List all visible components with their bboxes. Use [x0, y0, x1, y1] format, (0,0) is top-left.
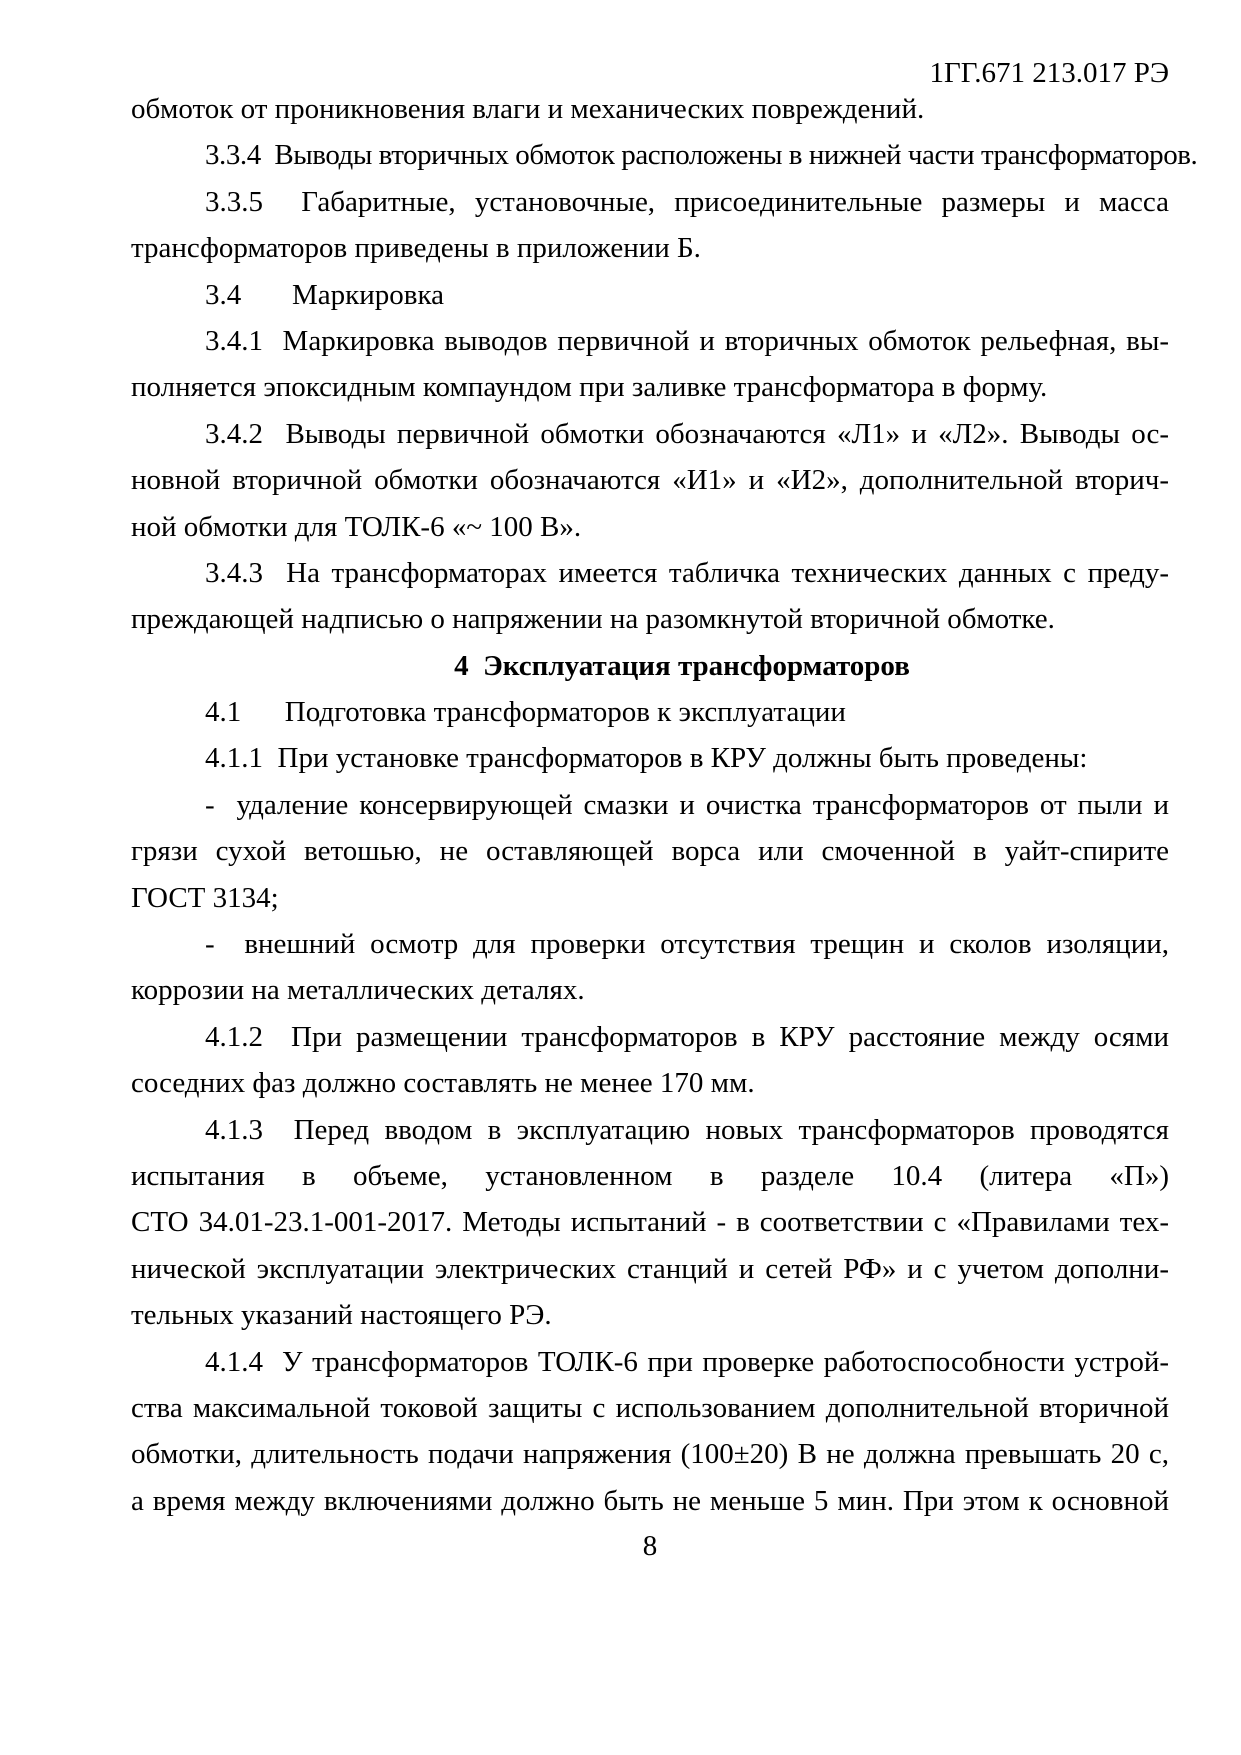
text-line: испытания в объеме, установленном в разделе 10.4 (литера «П») — [131, 1159, 1169, 1192]
text-line: новной вторичной обмотки обозначаются «И1» и «И2», дополнительной вторич- — [131, 464, 1169, 497]
section-heading: 4 Эксплуатация трансформаторов — [454, 649, 910, 682]
text-line: 4.1.3 Перед вводом в эксплуатацию новых трансформаторов проводятся — [205, 1113, 1169, 1146]
text-line: ства максимальной токовой защиты с использованием дополнительной вторичной — [131, 1391, 1169, 1424]
text-line: 3.4.2 Выводы первичной обмотки обозначаются «Л1» и «Л2». Выводы ос- — [205, 417, 1169, 450]
text-line: а время между включениями должно быть не меньше 5 мин. При этом к основной — [131, 1484, 1169, 1517]
text-line: 4.1.1 При установке трансформаторов в КРУ должны быть проведены: — [205, 742, 1088, 775]
text-line: 3.4 Маркировка — [205, 278, 444, 311]
text-line: 3.4.3 На трансформаторах имеется табличка технических данных с преду- — [205, 556, 1169, 589]
page-number: 8 — [642, 1530, 658, 1562]
text-line: 4.1.2 При размещении трансформаторов в КРУ расстояние между осями — [205, 1020, 1169, 1053]
text-line: - удаление консервирующей смазки и очистка трансформаторов от пыли и — [205, 788, 1169, 821]
text-line: ной обмотки для ТОЛК-6 «~ 100 В». — [131, 510, 582, 543]
text-line: ГОСТ 3134; — [131, 881, 279, 914]
text-line: 4.1.4 У трансформаторов ТОЛК-6 при проверке работоспособности устрой- — [205, 1345, 1169, 1378]
text-line: СТО 34.01-23.1-001-2017. Методы испытаний - в соответствии с «Правилами тех- — [131, 1206, 1169, 1239]
text-line: - внешний осмотр для проверки отсутствия трещин и сколов изоляции, — [205, 928, 1169, 961]
text-line: преждающей надписью о напряжении на разомкнутой вторичной обмотке. — [131, 603, 1055, 636]
text-line: тельных указаний настоящего РЭ. — [131, 1299, 552, 1332]
document-body — [131, 86, 1198, 1524]
text-line: 3.4.1 Маркировка выводов первичной и вторичных обмоток рельефная, вы- — [205, 324, 1169, 357]
text-line: 3.3.5 Габаритные, установочные, присоединительные размеры и масса — [205, 185, 1169, 218]
text-line: обмотки, длительность подачи напряжения (100±20) В не должна превышать 20 с, — [131, 1438, 1169, 1471]
text-line: 3.3.4 Выводы вторичных обмоток расположены в нижней части трансформаторов. — [205, 139, 1198, 172]
document-code-header: 1ГГ.671 213.017 РЭ — [929, 57, 1169, 89]
text-line: трансформаторов приведены в приложении Б. — [131, 232, 701, 265]
text-line: 4.1 Подготовка трансформаторов к эксплуатации — [205, 696, 846, 729]
text-line: соседних фаз должно составлять не менее 170 мм. — [131, 1067, 755, 1100]
text-line: обмоток от проникновения влаги и механических повреждений. — [131, 93, 925, 125]
text-line: коррозии на металлических деталях. — [131, 974, 585, 1007]
text-line: полняется эпоксидным компаундом при заливке трансформатора в форму. — [131, 371, 1048, 404]
text-line: нической эксплуатации электрических станций и сетей РФ» и с учетом дополни- — [131, 1252, 1169, 1285]
text-line: грязи сухой ветошью, не оставляющей ворса или смоченной в уайт-спирите — [131, 835, 1169, 868]
